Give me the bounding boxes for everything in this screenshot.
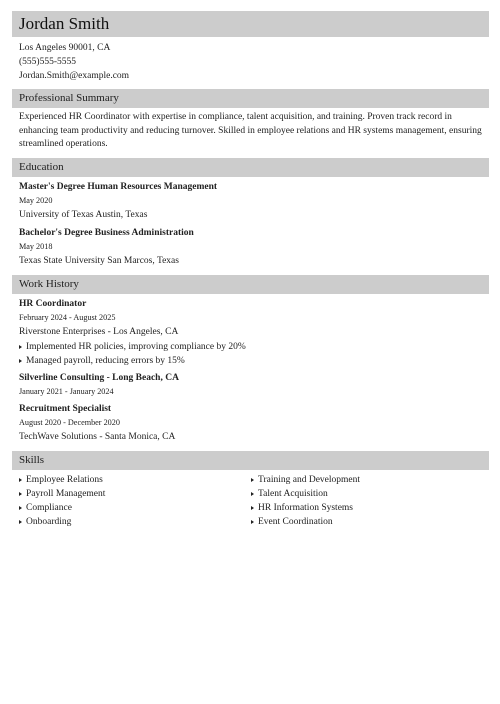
- bullet-text: Implemented HR policies, improving compliance by 20%: [26, 341, 246, 352]
- list-item: [251, 473, 483, 487]
- summary-text: Experienced HR Coordinator with expertise in compliance, talent acquisition, and training. Proven track record in enhancing team productivity and reducing turnover. Skilled in employee relations and HR systems management, ensuring streamlined operations.: [19, 112, 482, 149]
- skills-heading: Skills: [19, 453, 45, 466]
- bullet-icon: [19, 478, 22, 482]
- list-item: [19, 487, 251, 501]
- bullet-icon: [19, 359, 22, 363]
- education-heading: Education: [19, 160, 64, 173]
- phone: (555)555-5555: [19, 57, 76, 67]
- skill-text: Onboarding: [26, 516, 72, 527]
- skill-text: Employee Relations: [26, 474, 103, 485]
- education-section: [12, 158, 489, 269]
- education-entry: [19, 180, 483, 223]
- job-dates: January 2021 - January 2024: [19, 386, 114, 396]
- list-item: [251, 501, 483, 515]
- bullet-icon: [251, 492, 254, 496]
- bullet-icon: [19, 345, 22, 349]
- bullet-icon: [19, 506, 22, 510]
- job-entry: [19, 402, 483, 445]
- job-bullets: [19, 340, 483, 368]
- bullet-icon: [251, 506, 254, 510]
- school-name: Texas State University San Marcos, Texas: [19, 255, 179, 266]
- skill-text: Training and Development: [258, 474, 361, 485]
- skills-section: [12, 451, 489, 529]
- list-item: [19, 354, 483, 368]
- school-name: University of Texas Austin, Texas: [19, 209, 148, 220]
- skill-text: Payroll Management: [26, 488, 106, 499]
- section-heading: [12, 275, 489, 294]
- degree-date: May 2020: [19, 195, 53, 205]
- skill-text: Compliance: [26, 502, 72, 513]
- list-item: [19, 515, 251, 529]
- bullet-text: Managed payroll, reducing errors by 15%: [26, 355, 185, 366]
- bullet-icon: [251, 520, 254, 524]
- job-entry: [19, 371, 483, 399]
- skills-column-right: [251, 473, 483, 529]
- list-item: [251, 487, 483, 501]
- degree-title: Master's Degree Human Resources Management: [19, 181, 218, 192]
- job-title: Recruitment Specialist: [19, 403, 112, 414]
- skills-grid: [19, 473, 483, 529]
- degree-date: May 2018: [19, 241, 53, 251]
- bullet-icon: [19, 520, 22, 524]
- job-company: TechWave Solutions - Santa Monica, CA: [19, 431, 176, 442]
- section-heading: [12, 158, 489, 177]
- list-item: [19, 340, 483, 354]
- work-section: [12, 275, 489, 445]
- job-company: Riverstone Enterprises - Los Angeles, CA: [19, 326, 179, 337]
- contact-info: [12, 41, 489, 83]
- section-heading: [12, 89, 489, 108]
- email: Jordan.Smith@example.com: [19, 71, 130, 81]
- section-heading: [12, 451, 489, 470]
- job-title: Silverline Consulting - Long Beach, CA: [19, 372, 179, 383]
- candidate-name: Jordan Smith: [19, 14, 110, 33]
- summary-heading: Professional Summary: [19, 92, 119, 104]
- list-item: [19, 473, 251, 487]
- address: Los Angeles 90001, CA: [19, 43, 111, 53]
- list-item: [251, 515, 483, 529]
- job-dates: February 2024 - August 2025: [19, 312, 116, 322]
- skill-text: Event Coordination: [258, 516, 333, 527]
- job-entry: [19, 297, 483, 368]
- name-header: [12, 11, 489, 37]
- education-entry: [19, 226, 483, 269]
- skills-column-left: [19, 473, 251, 529]
- bullet-icon: [19, 492, 22, 496]
- degree-title: Bachelor's Degree Business Administration: [19, 227, 194, 238]
- work-heading: Work History: [19, 277, 79, 290]
- summary-section: [12, 89, 489, 152]
- skill-text: HR Information Systems: [258, 502, 353, 513]
- job-title: HR Coordinator: [19, 298, 87, 309]
- list-item: [19, 501, 251, 515]
- bullet-icon: [251, 478, 254, 482]
- job-dates: August 2020 - December 2020: [19, 417, 120, 427]
- resume-page: [12, 11, 489, 529]
- skill-text: Talent Acquisition: [258, 488, 328, 499]
